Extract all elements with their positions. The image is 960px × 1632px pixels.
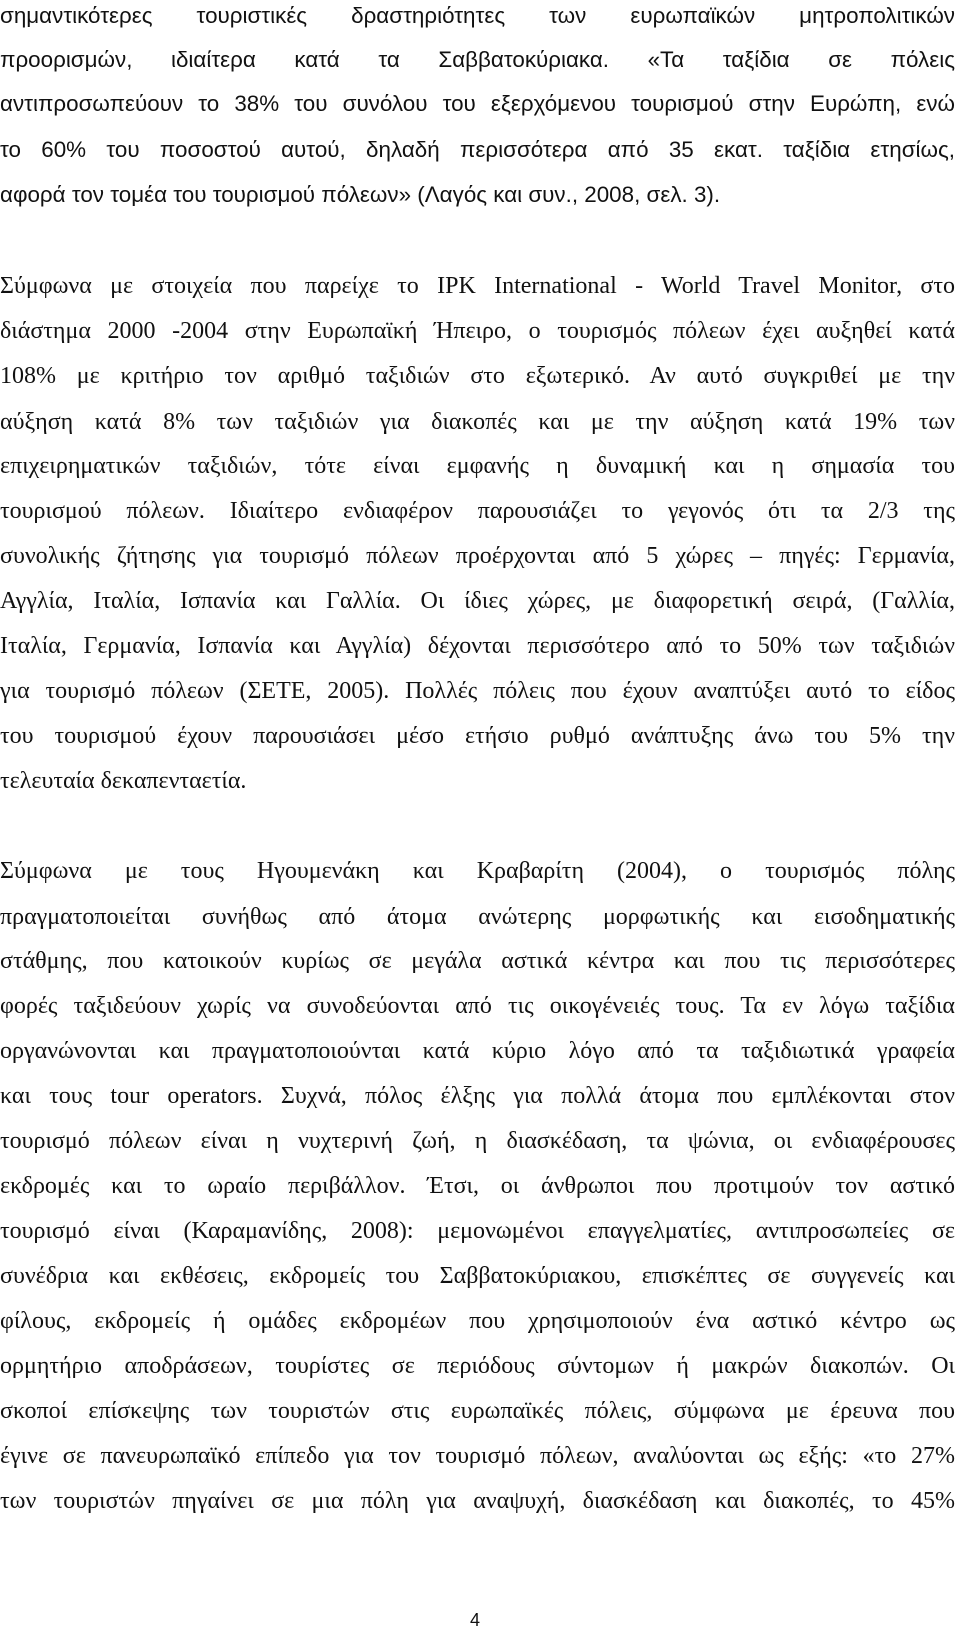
text-line: αύξηση κατά 8% των ταξιδιών για διακοπές και με την αύξηση κατά 19% των (0, 409, 955, 435)
text-line: αφορά τον τομέα του τουρισμού πόλεων» (Λαγός και συν., 2008, σελ. 3). (0, 182, 721, 207)
text-line: Σύμφωνα με στοιχεία που παρείχε το IPK International - World Travel Monitor, στο (0, 273, 955, 299)
text-line: τουρισμό είναι (Καραμανίδης, 2008): μεμονωμένοι επαγγελματίες, αντιπροσωπείες σε (0, 1218, 955, 1244)
text-line: τουρισμό πόλεων είναι η νυχτερινή ζωή, η διασκέδαση, τα ψώνια, οι ενδιαφέρουσες (0, 1128, 955, 1154)
text-line: αντιπροσωπεύουν το 38% του συνόλου του εξερχόμενου τουρισμού στην Ευρώπη, ενώ (0, 91, 955, 116)
text-line: εκδρομές και το ωραίο περιβάλλον. Έτσι, οι άνθρωποι που προτιμούν τον αστικό (0, 1173, 955, 1199)
text-line: του τουρισμού έχουν παρουσιάσει μέσο ετήσιο ρυθμό ανάπτυξης άνω του 5% την (0, 723, 955, 749)
text-line: Αγγλία, Ιταλία, Ισπανία και Γαλλία. Οι ίδιες χώρες, με διαφορετική σειρά, (Γαλλία, (0, 588, 955, 614)
text-line: πραγματοποιείται συνήθως από άτομα ανώτερης μορφωτικής και εισοδηματικής (0, 904, 955, 930)
text-line: των τουριστών πηγαίνει σε μια πόλη για αναψυχή, διασκέδαση και διακοπές, το 45% (0, 1488, 955, 1514)
text-line: έγινε σε πανευρωπαϊκό επίπεδο για τον τουρισμό πόλεων, αναλύονται ως εξής: «το 27% (0, 1443, 955, 1469)
text-line: Ιταλία, Γερμανία, Ισπανία και Αγγλία) δέχονται περισσότερο από το 50% των ταξιδιών (0, 633, 955, 659)
text-line: συνέδρια και εκθέσεις, εκδρομείς του Σαββατοκύριακου, επισκέπτες σε συγγενείς και (0, 1263, 955, 1289)
text-line: και τους tour operators. Συχνά, πόλος έλξης για πολλά άτομα που εμπλέκονται στον (0, 1083, 955, 1109)
text-line: σημαντικότερες τουριστικές δραστηριότητες των ευρωπαϊκών μητροπολιτικών (0, 3, 955, 28)
text-line: οργανώνονται και πραγματοποιούνται κατά κύριο λόγο από τα ταξιδιωτικά γραφεία (0, 1038, 955, 1064)
text-line: 108% με κριτήριο τον αριθμό ταξιδιών στο εξωτερικό. Αν αυτό συγκριθεί με την (0, 363, 955, 389)
text-line: σκοποί επίσκεψης των τουριστών στις ευρωπαϊκές πόλεις, σύμφωνα με έρευνα που (0, 1398, 955, 1424)
text-line: ορμητήριο αποδράσεων, τουρίστες σε περιόδους σύντομων ή μακρών διακοπών. Οι (0, 1353, 955, 1379)
text-line: το 60% του ποσοστού αυτού, δηλαδή περισσότερα από 35 εκατ. ταξίδια ετησίως, (0, 137, 955, 162)
text-line: φορές ταξιδεύουν χωρίς να συνοδεύονται από τις οικογένειές τους. Τα εν λόγω ταξίδια (0, 993, 955, 1019)
text-line: για τουρισμό πόλεων (ΣΕΤΕ, 2005). Πολλές πόλεις που έχουν αναπτύξει αυτό το είδος (0, 678, 955, 704)
text-line: τουρισμού πόλεων. Ιδιαίτερο ενδιαφέρον παρουσιάζει το γεγονός ότι τα 2/3 της (0, 498, 955, 524)
text-line: Σύμφωνα με τους Ηγουμενάκη και Κραβαρίτη (2004), ο τουρισμός πόλης (0, 858, 955, 884)
text-line: συνολικής ζήτησης για τουρισμό πόλεων προέρχονται από 5 χώρες – πηγές: Γερμανία, (0, 543, 955, 569)
text-line: στάθμης, που κατοικούν κυρίως σε μεγάλα αστικά κέντρα και που τις περισσότερες (0, 948, 955, 974)
text-line: επιχειρηματικών ταξιδιών, τότε είναι εμφανής η δυναμική και η σημασία του (0, 453, 955, 479)
text-line: τελευταία δεκαπενταετία. (0, 768, 247, 794)
text-line: φίλους, εκδρομείς ή ομάδες εκδρομέων που χρησιμοποιούν ένα αστικό κέντρο ως (0, 1308, 955, 1334)
page-number: 4 (470, 1610, 481, 1630)
text-line: προορισμών, ιδιαίτερα κατά τα Σαββατοκύριακα. «Τα ταξίδια σε πόλεις (0, 47, 955, 72)
text-line: διάστημα 2000 -2004 στην Ευρωπαϊκή Ήπειρο, ο τουρισμός πόλεων έχει αυξηθεί κατά (0, 318, 955, 344)
